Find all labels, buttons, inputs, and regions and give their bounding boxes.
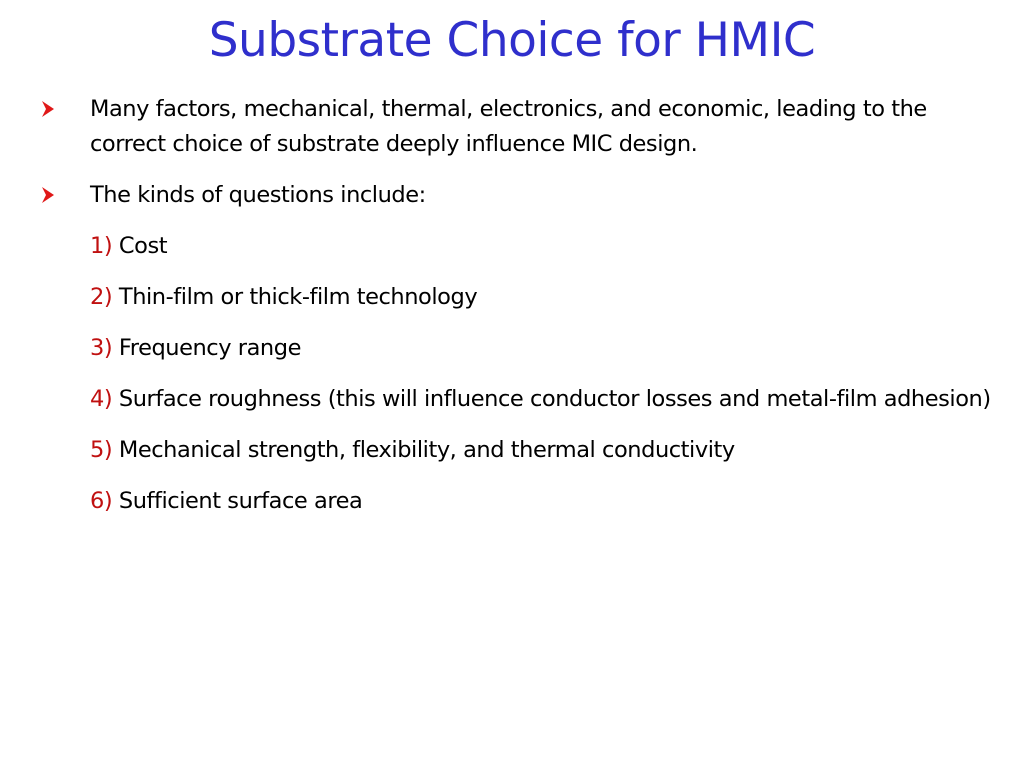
list-item <box>90 382 1008 417</box>
item-number: 3) <box>90 335 113 361</box>
item-text: Surface roughness (this will influence conductor losses and metal-film adhesion) <box>118 386 991 412</box>
item-text: Sufficient surface area <box>118 488 363 514</box>
item-text: Frequency range <box>118 335 301 361</box>
slide-content <box>0 92 1024 519</box>
item-text: Thin-film or thick-film technology <box>118 284 478 310</box>
bullet-item <box>0 178 1024 213</box>
item-text: Cost <box>118 233 168 259</box>
arrow-bullet-icon <box>40 100 56 118</box>
list-item <box>90 280 1008 315</box>
item-number: 1) <box>90 233 113 259</box>
bullet-text: The kinds of questions include: <box>90 182 426 208</box>
bullet-text: Many factors, mechanical, thermal, electronics, and economic, leading to the correct choice of substrate deeply influence MIC design. <box>90 96 927 157</box>
item-number: 6) <box>90 488 113 514</box>
list-item <box>90 331 1008 366</box>
bullet-item <box>0 92 1024 162</box>
item-number: 2) <box>90 284 113 310</box>
item-number: 5) <box>90 437 113 463</box>
list-item <box>90 484 1008 519</box>
arrow-bullet-icon <box>40 186 56 204</box>
slide-title: Substrate Choice for HMIC <box>208 13 816 68</box>
list-item <box>90 433 1008 468</box>
item-number: 4) <box>90 386 113 412</box>
item-text: Mechanical strength, flexibility, and thermal conductivity <box>118 437 735 463</box>
list-item <box>90 229 1008 264</box>
